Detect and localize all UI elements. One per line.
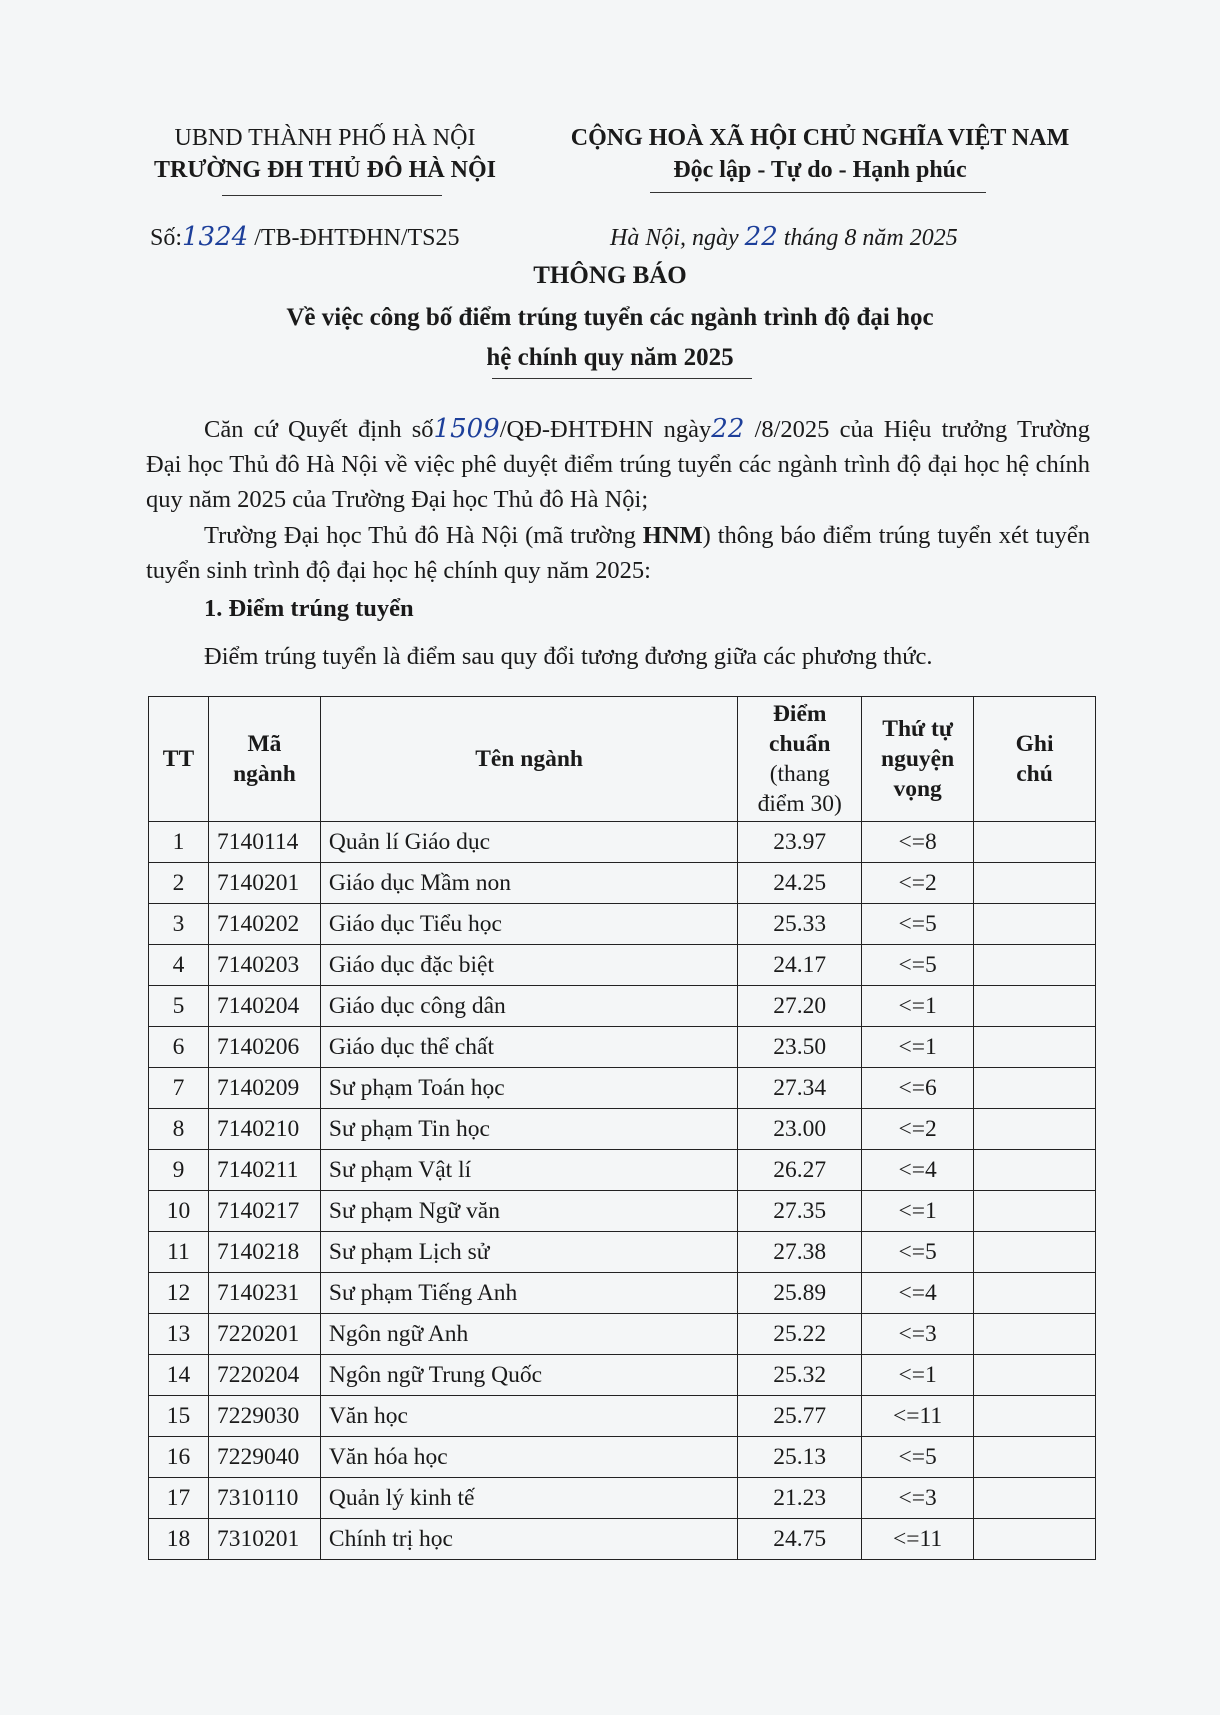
table-row [149, 1191, 1096, 1232]
row-note [974, 1396, 1096, 1437]
row-tt: 8 [149, 1109, 209, 1150]
row-major-name: Sư phạm Ngữ văn [320, 1191, 737, 1232]
row-note [974, 1109, 1096, 1150]
row-preference-order: <=1 [862, 986, 974, 1027]
row-cutoff-score: 25.33 [738, 904, 862, 945]
table-row [149, 1109, 1096, 1150]
row-preference-order: <=2 [862, 1109, 974, 1150]
row-cutoff-score: 24.25 [738, 863, 862, 904]
national-motto-header [540, 122, 1100, 186]
row-major-name: Sư phạm Tin học [320, 1109, 737, 1150]
admission-score-table [148, 696, 1096, 1560]
row-note [974, 822, 1096, 863]
row-major-name: Sư phạm Vật lí [320, 1150, 737, 1191]
row-cutoff-score: 24.75 [738, 1519, 862, 1560]
table-row [149, 1355, 1096, 1396]
document-number-suffix: /TB-ĐHTĐHN/TS25 [248, 225, 460, 251]
row-cutoff-score: 27.34 [738, 1068, 862, 1109]
issuer-parent: UBND THÀNH PHỐ HÀ NỘI [174, 125, 476, 151]
row-cutoff-score: 27.38 [738, 1232, 862, 1273]
row-note [974, 904, 1096, 945]
row-note [974, 1314, 1096, 1355]
row-major-name: Giáo dục công dân [320, 986, 737, 1027]
row-preference-order: <=8 [862, 822, 974, 863]
row-major-code: 7310201 [208, 1519, 320, 1560]
issuer-underline [222, 195, 442, 196]
document-subject-line2: hệ chính quy năm 2025 [486, 344, 734, 371]
row-cutoff-score: 25.13 [738, 1437, 862, 1478]
row-tt: 11 [149, 1232, 209, 1273]
row-note [974, 1437, 1096, 1478]
title-underline [492, 378, 752, 379]
row-tt: 15 [149, 1396, 209, 1437]
row-cutoff-score: 27.20 [738, 986, 862, 1027]
row-major-name: Văn hóa học [320, 1437, 737, 1478]
document-subject-line1: Về việc công bố điểm trúng tuyển các ngành trình độ đại học [286, 304, 934, 331]
table-header-row [149, 697, 1096, 822]
row-preference-order: <=5 [862, 945, 974, 986]
row-major-name: Chính trị học [320, 1519, 737, 1560]
row-note [974, 1273, 1096, 1314]
table-row [149, 986, 1096, 1027]
row-preference-order: <=3 [862, 1478, 974, 1519]
p1-mid: /QĐ-ĐHTĐHN ngày [499, 416, 712, 443]
school-code: HNM [642, 522, 703, 549]
issuer-header [140, 122, 510, 186]
row-major-code: 7140209 [208, 1068, 320, 1109]
header-score: Điểm chuẩn (thang điểm 30) [738, 697, 862, 822]
header-tt: TT [149, 697, 209, 822]
table-row [149, 1068, 1096, 1109]
row-major-code: 7140206 [208, 1027, 320, 1068]
row-cutoff-score: 23.50 [738, 1027, 862, 1068]
row-major-code: 7310110 [208, 1478, 320, 1519]
row-major-code: 7140218 [208, 1232, 320, 1273]
row-tt: 16 [149, 1437, 209, 1478]
row-preference-order: <=4 [862, 1150, 974, 1191]
p2-before: Trường Đại học Thủ đô Hà Nội (mã trường [204, 522, 643, 549]
row-note [974, 863, 1096, 904]
date-suffix: tháng 8 năm 2025 [777, 225, 958, 251]
row-major-name: Văn học [320, 1396, 737, 1437]
row-preference-order: <=5 [862, 1232, 974, 1273]
row-major-name: Sư phạm Lịch sử [320, 1232, 737, 1273]
row-major-code: 7140231 [208, 1273, 320, 1314]
row-preference-order: <=11 [862, 1519, 974, 1560]
row-major-code: 7140217 [208, 1191, 320, 1232]
row-preference-order: <=5 [862, 904, 974, 945]
row-cutoff-score: 24.17 [738, 945, 862, 986]
row-tt: 18 [149, 1519, 209, 1560]
issuer-name: TRƯỜNG ĐH THỦ ĐÔ HÀ NỘI [153, 157, 497, 183]
row-major-code: 7140202 [208, 904, 320, 945]
row-note [974, 1355, 1096, 1396]
row-major-name: Giáo dục thể chất [320, 1027, 737, 1068]
date-prefix: Hà Nội, ngày [610, 225, 745, 251]
row-tt: 4 [149, 945, 209, 986]
row-major-name: Ngôn ngữ Anh [320, 1314, 737, 1355]
row-cutoff-score: 25.32 [738, 1355, 862, 1396]
row-major-code: 7140201 [208, 863, 320, 904]
row-tt: 12 [149, 1273, 209, 1314]
row-major-name: Sư phạm Toán học [320, 1068, 737, 1109]
row-tt: 3 [149, 904, 209, 945]
document-title: THÔNG BÁO [533, 262, 687, 289]
row-note [974, 1478, 1096, 1519]
row-major-code: 7140114 [208, 822, 320, 863]
row-preference-order: <=6 [862, 1068, 974, 1109]
row-cutoff-score: 23.97 [738, 822, 862, 863]
row-tt: 6 [149, 1027, 209, 1068]
row-preference-order: <=2 [862, 863, 974, 904]
row-major-code: 7140210 [208, 1109, 320, 1150]
row-major-name: Giáo dục đặc biệt [320, 945, 737, 986]
row-major-code: 7140203 [208, 945, 320, 986]
section-heading: 1. Điểm trúng tuyển [204, 595, 414, 622]
paragraph-legal-basis [146, 412, 1090, 517]
row-cutoff-score: 26.27 [738, 1150, 862, 1191]
row-note [974, 1027, 1096, 1068]
row-note [974, 1068, 1096, 1109]
handwritten-number: 1324 [182, 222, 249, 252]
row-tt: 9 [149, 1150, 209, 1191]
table-row [149, 945, 1096, 986]
motto: Độc lập - Tự do - Hạnh phúc [673, 157, 967, 183]
row-major-code: 7140204 [208, 986, 320, 1027]
section-note: Điểm trúng tuyển là điểm sau quy đổi tương đương giữa các phương thức. [204, 643, 933, 670]
row-cutoff-score: 25.89 [738, 1273, 862, 1314]
country-name: CỘNG HOÀ XÃ HỘI CHỦ NGHĨA VIỆT NAM [570, 125, 1070, 151]
row-major-code: 7140211 [208, 1150, 320, 1191]
row-major-code: 7220204 [208, 1355, 320, 1396]
row-cutoff-score: 27.35 [738, 1191, 862, 1232]
p1-before: Căn cứ Quyết định số [204, 416, 434, 443]
row-tt: 17 [149, 1478, 209, 1519]
handwritten-day: 22 [744, 222, 778, 252]
row-tt: 1 [149, 822, 209, 863]
row-preference-order: <=4 [862, 1273, 974, 1314]
row-tt: 2 [149, 863, 209, 904]
row-cutoff-score: 23.00 [738, 1109, 862, 1150]
row-cutoff-score: 25.77 [738, 1396, 862, 1437]
row-preference-order: <=3 [862, 1314, 974, 1355]
header-order: Thứ tự nguyện vọng [862, 697, 974, 822]
table-row [149, 1519, 1096, 1560]
table-row [149, 1478, 1096, 1519]
row-tt: 14 [149, 1355, 209, 1396]
p1-after: /8/2025 của Hiệu trưởng Trường Đại học Thủ đô Hà Nội về việc phê duyệt điểm trúng tuyển các ngành trình độ đại học hệ chính quy năm 2025 của Trường Đại học Thủ đô Hà Nội; [146, 416, 1090, 513]
table-row [149, 1437, 1096, 1478]
row-tt: 10 [149, 1191, 209, 1232]
document-number [150, 222, 460, 252]
row-note [974, 986, 1096, 1027]
table-row [149, 1232, 1096, 1273]
row-preference-order: <=11 [862, 1396, 974, 1437]
row-preference-order: <=1 [862, 1027, 974, 1068]
row-note [974, 1232, 1096, 1273]
row-major-code: 7229030 [208, 1396, 320, 1437]
table-row [149, 1027, 1096, 1068]
row-major-name: Ngôn ngữ Trung Quốc [320, 1355, 737, 1396]
handwritten-decision-number: 1509 [433, 414, 500, 444]
row-preference-order: <=1 [862, 1191, 974, 1232]
handwritten-decision-day: 22 [711, 414, 745, 444]
row-tt: 7 [149, 1068, 209, 1109]
table-row [149, 1150, 1096, 1191]
row-cutoff-score: 25.22 [738, 1314, 862, 1355]
document-number-prefix: Số: [150, 225, 183, 251]
table-row [149, 1396, 1096, 1437]
p2-after: ) thông báo điểm trúng tuyển xét tuyển tuyển sinh trình độ đại học hệ chính quy năm 2025: [146, 522, 1090, 584]
row-note [974, 1519, 1096, 1560]
row-cutoff-score: 21.23 [738, 1478, 862, 1519]
row-major-code: 7220201 [208, 1314, 320, 1355]
row-preference-order: <=5 [862, 1437, 974, 1478]
row-major-name: Quản lý kinh tế [320, 1478, 737, 1519]
row-note [974, 1191, 1096, 1232]
motto-underline [650, 192, 986, 193]
table-row [149, 1273, 1096, 1314]
header-note: Ghi chú [974, 697, 1096, 822]
row-tt: 5 [149, 986, 209, 1027]
row-major-name: Giáo dục Mầm non [320, 863, 737, 904]
issue-date [610, 222, 958, 252]
row-major-name: Sư phạm Tiếng Anh [320, 1273, 737, 1314]
row-note [974, 1150, 1096, 1191]
paragraph-announcement [146, 518, 1090, 588]
row-major-code: 7229040 [208, 1437, 320, 1478]
row-tt: 13 [149, 1314, 209, 1355]
table-row [149, 1314, 1096, 1355]
row-note [974, 945, 1096, 986]
row-major-name: Giáo dục Tiểu học [320, 904, 737, 945]
table-row [149, 863, 1096, 904]
header-name: Tên ngành [320, 697, 737, 822]
header-code: Mã ngành [208, 697, 320, 822]
row-major-name: Quản lí Giáo dục [320, 822, 737, 863]
table-row [149, 904, 1096, 945]
table-row [149, 822, 1096, 863]
row-preference-order: <=1 [862, 1355, 974, 1396]
